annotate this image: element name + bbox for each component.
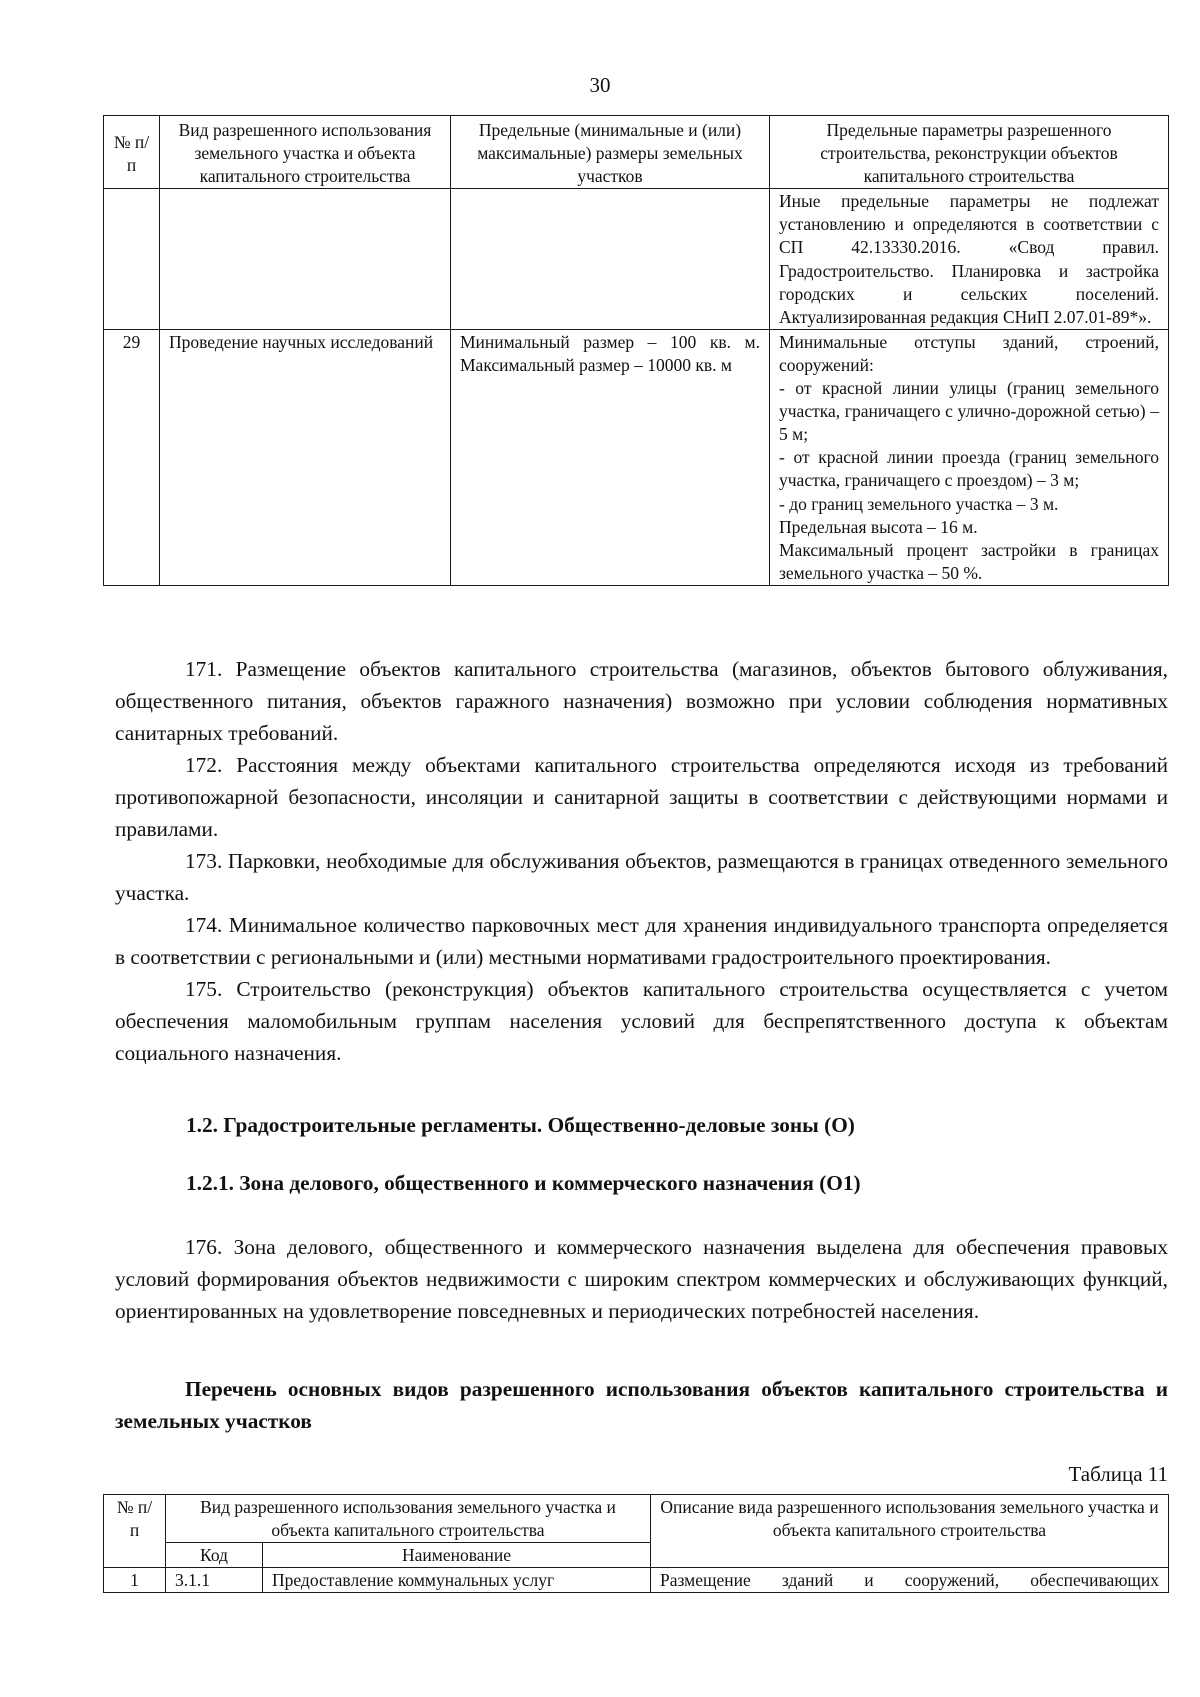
table-row [104,1568,1169,1593]
header-sizes: Предельные (минимальные и (или) максимальные) размеры земельных участков [451,116,770,189]
cell-number: 29 [104,329,160,585]
cell-description: Размещение зданий и сооружений, обеспечивающих [651,1568,1169,1593]
header-number: № п/п [104,116,160,189]
header-number: № п/п [104,1495,166,1568]
cell-params-continuation: Иные предельные параметры не подлежат установлению и определяются в соответствии с СП 42.13330.2016. «Свод правил. Градостроительство. Планировка и застройка городских и сельских поселений. Актуализированная редакция СНиП 2.07.01-89*». [770,189,1169,330]
table-row-continuation [104,189,1169,330]
cell-name: Предоставление коммунальных услуг [263,1568,651,1593]
param-line: Предельная высота – 16 м. [779,516,978,537]
table-row [104,329,1169,585]
cell-code: 3.1.1 [166,1568,263,1593]
paragraph: 175. Строительство (реконструкция) объектов капитального строительства осуществляется с учетом обеспечения маломобильным группам населения условий для беспрепятственного доступа к объектам социального назначения. [115,977,1168,1065]
header-name: Наименование [263,1543,651,1568]
header-kind: Вид разрешенного использования земельного участка и объекта капитального строительства [160,116,451,189]
paragraph: 176. Зона делового, общественного и коммерческого назначения выделена для обеспечения правовых условий формирования объектов недвижимости с широким спектром коммерческих и обслуживающих функций, ориентированных на удовлетворение повседневных и периодических потребностей населения. [115,1235,1168,1323]
paragraph-176-block [115,1231,1168,1327]
header-kind-group: Вид разрешенного использования земельного участка и объекта капитального строительства [166,1495,651,1543]
header-code: Код [166,1543,263,1568]
paragraph: 172. Расстояния между объектами капитального строительства определяются исходя из требований противопожарной безопасности, инсоляции и санитарной защиты в соответствии с действующими нормами и правилами. [115,753,1168,841]
paragraphs-171-175 [115,653,1168,1069]
paragraph: 174. Минимальное количество парковочных мест для хранения индивидуального транспорта определяется в соответствии с региональными и (или) местными нормативами градостроительного проектирования. [115,913,1168,969]
regulations-table-continued [103,115,1169,586]
cell-sizes: Минимальный размер – 100 кв. м. Максимальный размер – 10000 кв. м [451,329,770,585]
table-header-row [104,1495,1169,1543]
permitted-uses-table [103,1494,1169,1593]
header-description: Описание вида разрешенного использования земельного участка и объекта капитального строительства [651,1495,1169,1568]
param-line: - от красной линии проезда (границ земельного участка, граничащего с проездом) – 3 м; [779,447,1159,491]
cell-number: 1 [104,1568,166,1593]
table-caption: Таблица 11 [1068,1462,1168,1486]
cell-empty [104,189,160,330]
section-heading: 1.2. Градостроительные регламенты. Общественно-деловые зоны (О) [186,1113,855,1137]
cell-empty [451,189,770,330]
cell-empty [160,189,451,330]
param-line: - до границ земельного участка – 3 м. [779,493,1059,514]
table-header-row [104,116,1169,189]
cell-params [770,329,1169,585]
subsection-heading: 1.2.1. Зона делового, общественного и коммерческого назначения (О1) [186,1171,861,1195]
paragraph: 171. Размещение объектов капитального строительства (магазинов, объектов бытового облуживания, общественного питания, объектов гаражного назначения) возможно при условии соблюдения нормативных санитарных требований. [115,657,1168,745]
param-line: - от красной линии улицы (границ земельного участка, граничащего с улично-дорожной сетью) – 5 м; [779,378,1159,445]
param-line: Максимальный процент застройки в границах земельного участка – 50 %. [779,539,1159,583]
header-params: Предельные параметры разрешенного строительства, реконструкции объектов капитального строительства [770,116,1169,189]
cell-kind: Проведение научных исследований [160,329,451,585]
param-line: Минимальные отступы зданий, строений, сооружений: [779,331,1159,375]
paragraph: 173. Парковки, необходимые для обслуживания объектов, размещаются в границах отведенного земельного участка. [115,849,1168,905]
page-number: 30 [589,73,611,97]
list-title: Перечень основных видов разрешенного использования объектов капитального строительства и земельных участков [115,1377,1168,1433]
